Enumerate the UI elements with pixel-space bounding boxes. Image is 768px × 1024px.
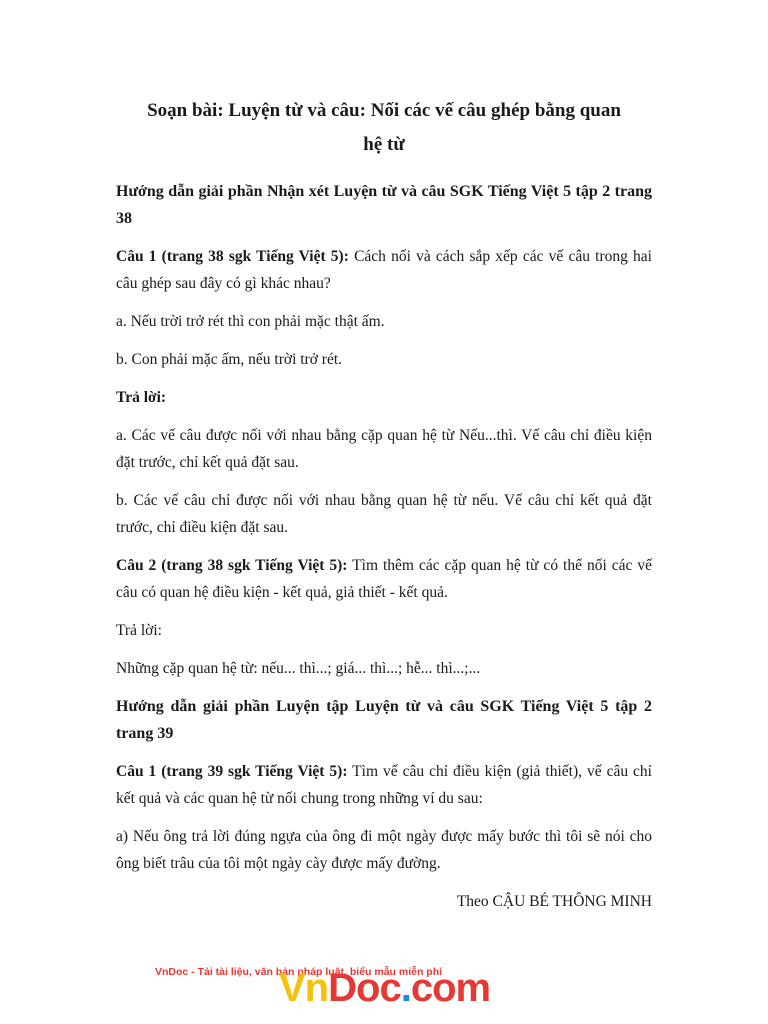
- logo-com: com: [410, 966, 491, 1010]
- answer-1-label: Trả lời:: [116, 389, 167, 406]
- question-2-text: Tìm thêm các cặp quan hệ từ có thể nối các vế câu có quan hệ điều kiện - kết quả, giả thiết - kết quả.: [116, 557, 652, 601]
- vndoc-logo[interactable]: [279, 960, 490, 1016]
- question-1-text: Cách nối và cách sắp xếp các vế câu trong hai câu ghép sau đây có gì khác nhau?: [116, 248, 652, 292]
- question-1: [116, 243, 652, 297]
- question-2: [116, 552, 652, 606]
- practice-1-label: Câu 1 (trang 39 sgk Tiếng Việt 5):: [116, 763, 348, 780]
- footer: [155, 960, 655, 1020]
- practice-1-text: Tìm vế câu chỉ điều kiện (giả thiết), vế câu chỉ kết quả và các quan hệ từ nối chung trong những ví du sau:: [116, 763, 652, 807]
- document-page: [116, 88, 652, 926]
- answer-1-a: a. Các vế câu được nối với nhau bằng cặp quan hệ từ Nếu...thì. Vế câu chỉ điều kiện đặt trước, chỉ kết quả đặt sau.: [116, 427, 652, 471]
- practice-1-source: Theo CẬU BÉ THÔNG MINH: [456, 893, 652, 910]
- practice-1: [116, 758, 652, 812]
- logo-vn: Vn: [279, 966, 329, 1010]
- document-title: [116, 94, 652, 162]
- question-1-sentence-a: a. Nếu trời trở rét thì con phải mặc thật ấm.: [116, 313, 385, 330]
- section-heading-nhan-xet: Hướng dẫn giải phần Nhận xét Luyện từ và câu SGK Tiếng Việt 5 tập 2 trang 38: [116, 183, 652, 227]
- footer-tagline: VnDoc - Tải tài liệu, văn bản pháp luật, biểu mẫu miễn phí: [155, 966, 443, 978]
- title-line-1: Soạn bài: Luyện từ và câu: Nối các vế câu ghép bằng quan: [147, 100, 621, 121]
- logo-dot: .: [400, 966, 411, 1010]
- logo-doc: Doc: [328, 966, 401, 1010]
- practice-1-example-a: a) Nếu ông trả lời đúng ngựa của ông đi một ngày được mấy bước thì tôi sẽ nói cho ông biết trâu của tôi một ngày cày được mấy đường.: [116, 828, 652, 872]
- answer-2-label: Trả lời:: [116, 622, 162, 639]
- title-line-2: hệ từ: [363, 134, 405, 155]
- question-1-sentence-b: b. Con phải mặc ấm, nếu trời trở rét.: [116, 351, 343, 368]
- answer-1-b: b. Các vế câu chỉ được nối với nhau bằng quan hệ từ nếu. Vế câu chỉ kết quả đặt trước, chỉ điều kiện đặt sau.: [116, 492, 652, 536]
- section-heading-luyen-tap: Hướng dẫn giải phần Luyện tập Luyện từ và câu SGK Tiếng Việt 5 tập 2 trang 39: [116, 698, 652, 742]
- question-2-label: Câu 2 (trang 38 sgk Tiếng Việt 5):: [116, 557, 348, 574]
- answer-2-text: Những cặp quan hệ từ: nếu... thì...; giá... thì...; hễ... thì...;...: [116, 660, 481, 677]
- question-1-label: Câu 1 (trang 38 sgk Tiếng Việt 5):: [116, 248, 349, 265]
